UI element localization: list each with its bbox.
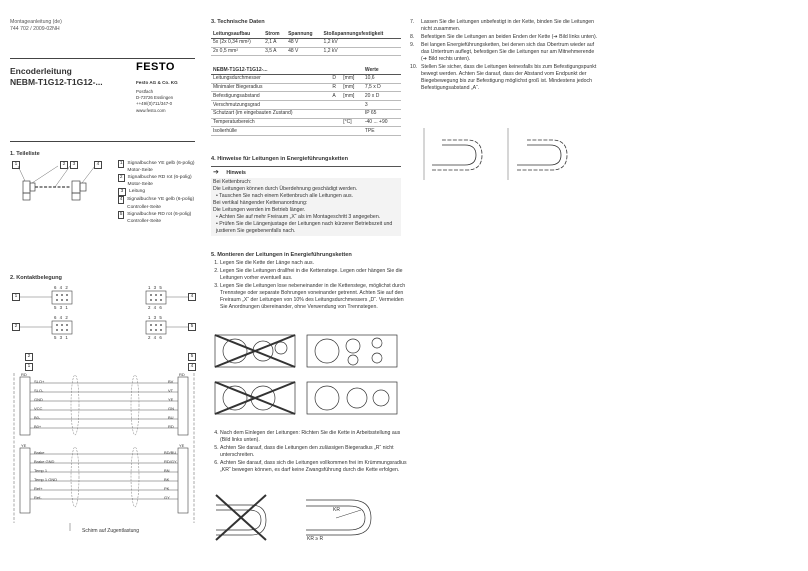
wiring-diagram: 2 1 4 5 RD YE RD YE SLO+ SLO- GND VCC B0- B0+ BV VT YE GN BU RD Brake Brake GND Temp 1 Temp 1 GND Ref+ Ref- BD/BU RD/GY BN BK PK GY Schirm auf Zugentlastung: [10, 353, 195, 543]
list-item: 7. Lassen Sie die Leitungen unbefestigt in der Kette, binden Sie die Leitungen nicht zusammen.: [410, 19, 595, 33]
wire-label: Brake: [34, 450, 45, 455]
table-row: Temperaturbereich [°C] -40 ... +90: [211, 118, 401, 127]
wire-label: B0+: [34, 424, 42, 429]
company-address: Postfach D-73726 Esslingen ++49/(0)711/347-0 www.festo.com: [136, 89, 174, 113]
chain-cross-sections: [211, 330, 401, 425]
wire-color: GY: [164, 495, 170, 500]
wire-label: B0-: [34, 415, 41, 420]
wire-color: VT: [168, 388, 174, 393]
wire-label: GND: [34, 397, 43, 402]
doc-header: [10, 19, 62, 33]
callout-1: 1: [12, 161, 20, 169]
hinweis-body: Bei Kettenbruch: Die Leitungen können durch Überdehnung geschädigt werden. • Tauschen Sie nach einem Kettenbruch alle Leitungen aus. Bei vertikal hängender Kettenanordnung: Die Leitungen werden im Betrieb länger. • Achten Sie auf mehr Freiraum „X“ als im Montageschritt 3 angegeben. • Prüfen Sie die Längenjustage der Leitungen nach kürzerer Betriebszeit und justieren Sie gegebenenfalls nach.: [211, 178, 401, 236]
pinout-diagram: 1 2 4 5 6 4 2 5 3 1 6 4 2 5 3 1 1 3 5 2 4 6 1 3 5 2 4 6: [10, 285, 195, 345]
table-row: Minimaler Biegeradius R [mm] 7,5 x D: [211, 83, 401, 92]
table-row: Schutzart (im eingebauten Zustand) IP 65: [211, 109, 401, 118]
title-line-1: Encoderleitung: [10, 66, 72, 76]
wire-color: PK: [164, 486, 170, 491]
mounting-steps: [211, 260, 410, 312]
wire-label: Ref+: [34, 486, 43, 491]
wire-label: Ref-: [34, 495, 42, 500]
list-item: 3. Legen Sie die Leitungen lose nebeneinander in die Kettenstege, möglichst durch Trennstege oder separate Bohrungen voneinander getrennt. Achten Sie auf den Freiraum „X“ der Leitungen von 10% des Leitungsdurchmessers „D“. Vermeiden Sie Anordnungen übereinander, ohne Verwendung von Trennstegen.: [220, 283, 410, 311]
wire-color: RD: [168, 424, 174, 429]
doc-title: [10, 66, 103, 88]
festo-logo: FESTO: [136, 61, 175, 73]
parts-diagram: [10, 161, 115, 211]
table-row: Leitungsdurchmesser D [mm] 10,6: [211, 74, 401, 83]
table-row: Isolierhülle TPE: [211, 127, 401, 136]
table-row: Befestigungsabstand A [mm] 20 x D: [211, 92, 401, 101]
list-item: 8. Befestigen Sie die Leitungen an beiden Enden der Kette (➔ Bild links unten).: [410, 34, 598, 41]
kr-caption: KR ≥ R: [307, 536, 324, 542]
divider: [10, 141, 195, 142]
wiring-label-2: 2: [25, 353, 33, 361]
chain-fixing-diagram: [412, 110, 602, 200]
company-block: [136, 60, 178, 114]
company-name: Festo AG & Co. KG: [136, 79, 178, 85]
wire-label: Temp 1: [34, 468, 48, 473]
list-item: 1. Legen Sie die Kette der Länge nach aus.: [220, 260, 410, 267]
section-2-heading: 2. Kontaktbelegung: [10, 275, 62, 281]
doc-type: Montageanleitung (de): [10, 19, 62, 25]
wiring-label-5: 5: [188, 353, 196, 361]
mounting-steps-continued: [211, 430, 410, 475]
list-item: 9. Bei langen Energieführungsketten, bei denen sich das Obertrum wieder auf das Untertrum auflegt, befestigen Sie die Leitungen nur am Mitnehmerende (➔ Bild rechts unten).: [410, 42, 595, 63]
list-item: 4. Nach dem Einlegen der Leitungen: Richten Sie die Kette in Arbeitsstellung aus (Bild links unten).: [220, 430, 410, 444]
list-item: 6. Achten Sie darauf, dass sich die Leitungen vollkommen frei im Krümmungsradius „KR“ bewegen können, es darf keine Zwangsführung durch die Kette erfolgen.: [220, 460, 410, 474]
bend-radius-diagram: [211, 490, 401, 545]
wire-color: BU: [168, 415, 174, 420]
callout-4: 4: [94, 161, 102, 169]
list-item: 2 Signalbuchse RD rot (6-polig) Motor-Seite: [119, 175, 192, 188]
mounting-steps-right: [410, 19, 600, 93]
arrow-right-icon: ➔: [213, 169, 219, 176]
wire-color: BK: [164, 477, 170, 482]
table-row: 5x (2x 0,34 mm²) 2,1 A 48 V 1,2 kV: [211, 38, 401, 47]
list-item: 5 Signalbuchse RD rot (6-polig) Controller-Seite: [119, 211, 192, 224]
list-item: 10. Stellen Sie sicher, dass die Leitungen keinesfalls bis zum Befestigungspunkt bewegt werden. Achten Sie darauf, dass der Abstand vom Endpunkt der Biegebewegung bis zur Befestigung möglichst groß ist. Mindestens jedoch Befestigungsabstand „A“.: [410, 64, 597, 92]
section-5-heading: 5. Montieren der Leitungen in Energieführungsketten: [211, 252, 352, 258]
pinout-label-2: 2: [12, 323, 20, 331]
wire-color: BN: [164, 468, 170, 473]
wire-label: Temp 1 GND: [34, 477, 58, 482]
wire-color: GN: [168, 406, 174, 411]
connector-faces: [10, 285, 195, 345]
section-1-heading: 1. Teileliste: [10, 151, 40, 157]
section-3-heading: 3. Technische Daten: [211, 19, 265, 25]
tech-data-table: NEBM-T1G12-T1G12-... Werte Leitungsdurchmesser D [mm] 10,6 Minimaler Biegeradius R [mm] 7,5 x D Befestigungsabstand A [mm] 20 x D Verschmutzungsgrad 3 Schutzart (im eingebauten Zustand) IP 65 Temperaturbereich [°C] -40 ... +90 Isolierhülle TPE: [211, 66, 401, 136]
shield-caption: Schirm auf Zugentlastung: [82, 528, 139, 534]
pinout-label-5: 5: [188, 323, 196, 331]
wire-color: YE: [168, 397, 174, 402]
pinout-label-1: 1: [12, 293, 20, 301]
wire-label: Brake GND: [34, 459, 55, 464]
callout-3: 3: [70, 161, 78, 169]
kr-label: KR: [333, 507, 340, 513]
section-4-heading: 4. Hinweise für Leitungen in Energieführungsketten: [211, 156, 349, 162]
list-item: 4 Signalbuchse YE gelb (6-polig) Controller-Seite: [119, 197, 195, 210]
list-item: 5. Achten Sie darauf, dass die Leitungen den zulässigen Biegeradius „R“ nicht unterschreiten.: [220, 445, 410, 459]
callout-2: 2: [60, 161, 68, 169]
wire-color: RD/GY: [164, 459, 177, 464]
title-line-2: NEBM-T1G12-T1G12-...: [10, 77, 103, 88]
wire-color: BD/BU: [164, 450, 177, 455]
cable-structure-table: Leitungsaufbau Strom Spannung Stoßspannungsfestigkeit 5x (2x 0,34 mm²) 2,1 A 48 V 1,2 kV 2x 0,5 mm² 3,5 A 48 V 1,2 kV: [211, 30, 401, 56]
wire-label: VCC: [34, 406, 43, 411]
pinout-label-4: 4: [188, 293, 196, 301]
list-item: 1 Signalbuchse YE gelb (6-polig) Motor-Seite: [119, 161, 195, 174]
wiring-label-4: 4: [188, 363, 196, 371]
table-row: Verschmutzungsgrad 3: [211, 101, 401, 110]
hinweis-title: Hinweis: [226, 170, 246, 176]
divider: [10, 58, 195, 59]
list-item: 3 Leitung: [118, 188, 196, 196]
table-row: 2x 0,5 mm² 3,5 A 48 V 1,2 kV: [211, 47, 401, 56]
wire-color: BV: [168, 379, 174, 384]
list-item: 2. Legen Sie die Leitungen drallfrei in die Kettenstege. Legen oder hängen Sie die Leitungen vorher eventuell aus.: [220, 268, 410, 282]
doc-number: 744 702 / 2009-02NH: [10, 26, 60, 33]
wire-label: SLO-: [34, 388, 44, 393]
parts-list: [118, 160, 196, 225]
wiring-label-1: 1: [25, 363, 33, 371]
wire-label: SLO+: [34, 379, 45, 384]
